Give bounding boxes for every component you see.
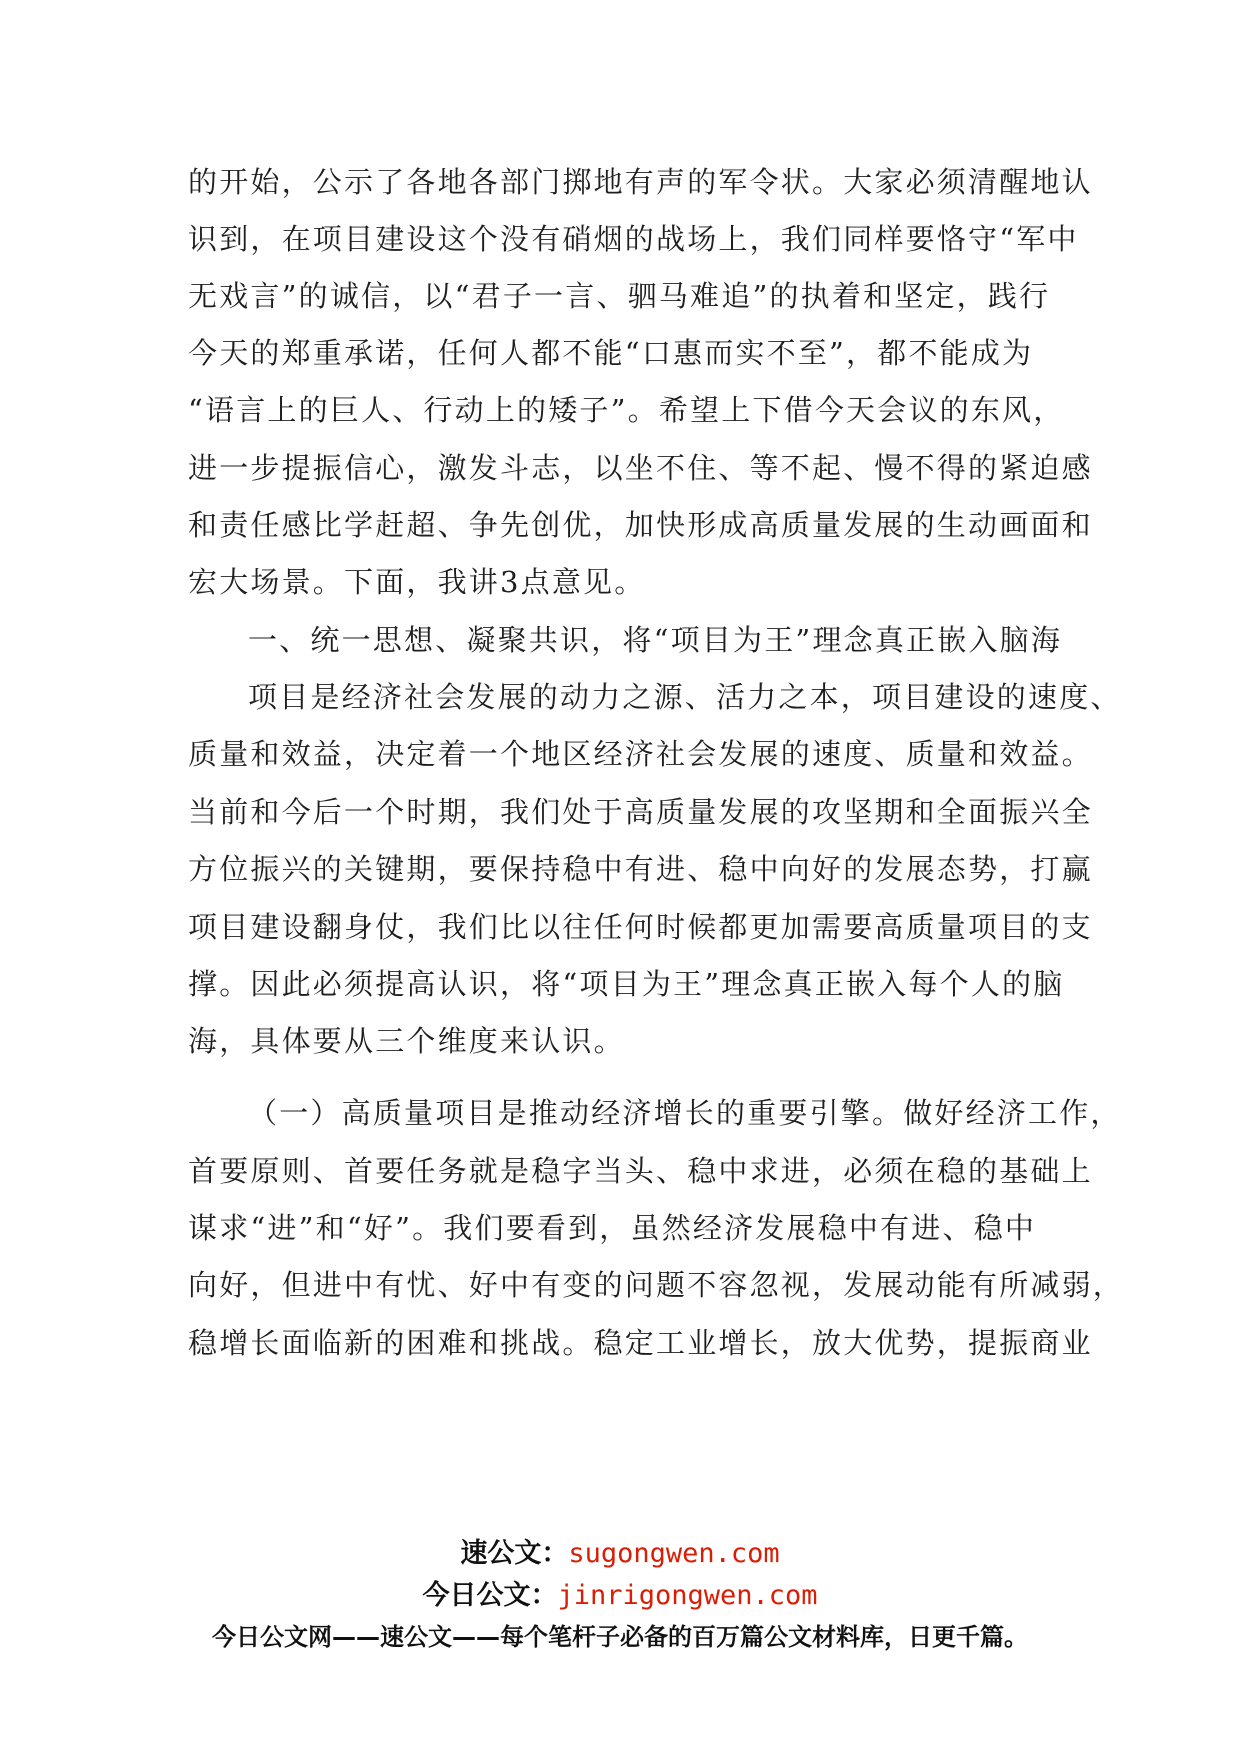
body-line: 向好，但进中有忧、好中有变的问题不容忽视，发展动能有所减弱，	[188, 1268, 1125, 1302]
body-line: “语言上的巨人、行动上的矮子”。希望上下借今天会议的东风，	[188, 393, 1065, 427]
footer-link-jinrigongwen[interactable]: jinrigongwen.com	[557, 1580, 818, 1611]
body-line: 海，具体要从三个维度来认识。	[188, 1024, 625, 1058]
body-line: 识到，在项目建设这个没有硝烟的战场上，我们同样要恪守“军中	[188, 222, 1079, 256]
body-line: 谋求“进”和“好”。我们要看到，虽然经济发展稳中有进、稳中	[188, 1211, 1037, 1245]
footer-sugongwen	[0, 1536, 1240, 1572]
section-heading: 一、统一思想、凝聚共识，将“项目为王”理念真正嵌入脑海	[248, 623, 1063, 657]
body-line: 宏大场景。下面，我讲3点意见。	[188, 565, 646, 599]
body-line: 稳增长面临新的困难和挑战。稳定工业增长，放大优势，提振商业	[188, 1326, 1093, 1360]
footer-tagline: 今日公文网——速公文——每个笔杆子必备的百万篇公文材料库，日更千篇。	[212, 1623, 1028, 1651]
body-line: 进一步提振信心，激发斗志，以坐不住、等不起、慢不得的紧迫感	[188, 451, 1093, 485]
subsection-line: （一）高质量项目是推动经济增长的重要引擎。做好经济工作，	[248, 1096, 1122, 1130]
body-line: 当前和今后一个时期，我们处于高质量发展的攻坚期和全面振兴全	[188, 795, 1093, 829]
footer-jinrigongwen	[0, 1578, 1240, 1614]
footer-label: 速公文：	[460, 1538, 569, 1569]
body-line: 的开始，公示了各地各部门掷地有声的军令状。大家必须清醒地认	[188, 165, 1093, 199]
body-line: 项目是经济社会发展的动力之源、活力之本，项目建设的速度、	[248, 680, 1122, 714]
body-line: 项目建设翻身仗，我们比以往任何时候都更加需要高质量项目的支	[188, 910, 1093, 944]
body-line: 撑。因此必须提高认识，将“项目为王”理念真正嵌入每个人的脑	[188, 967, 1065, 1001]
body-line: 质量和效益，决定着一个地区经济社会发展的速度、质量和效益。	[188, 737, 1093, 771]
body-line: 方位振兴的关键期，要保持稳中有进、稳中向好的发展态势，打赢	[188, 852, 1093, 886]
body-line: 今天的郑重承诺，任何人都不能“口惠而实不至”，都不能成为	[188, 336, 1034, 370]
footer-label: 今日公文：	[422, 1580, 558, 1611]
body-line: 无戏言”的诚信，以“君子一言、驷马难追”的执着和坚定，践行	[188, 279, 1051, 313]
footer-link-sugongwen[interactable]: sugongwen.com	[568, 1538, 780, 1569]
body-line: 和责任感比学赶超、争先创优，加快形成高质量发展的生动画面和	[188, 508, 1093, 542]
body-line: 首要原则、首要任务就是稳字当头、稳中求进，必须在稳的基础上	[188, 1154, 1093, 1188]
